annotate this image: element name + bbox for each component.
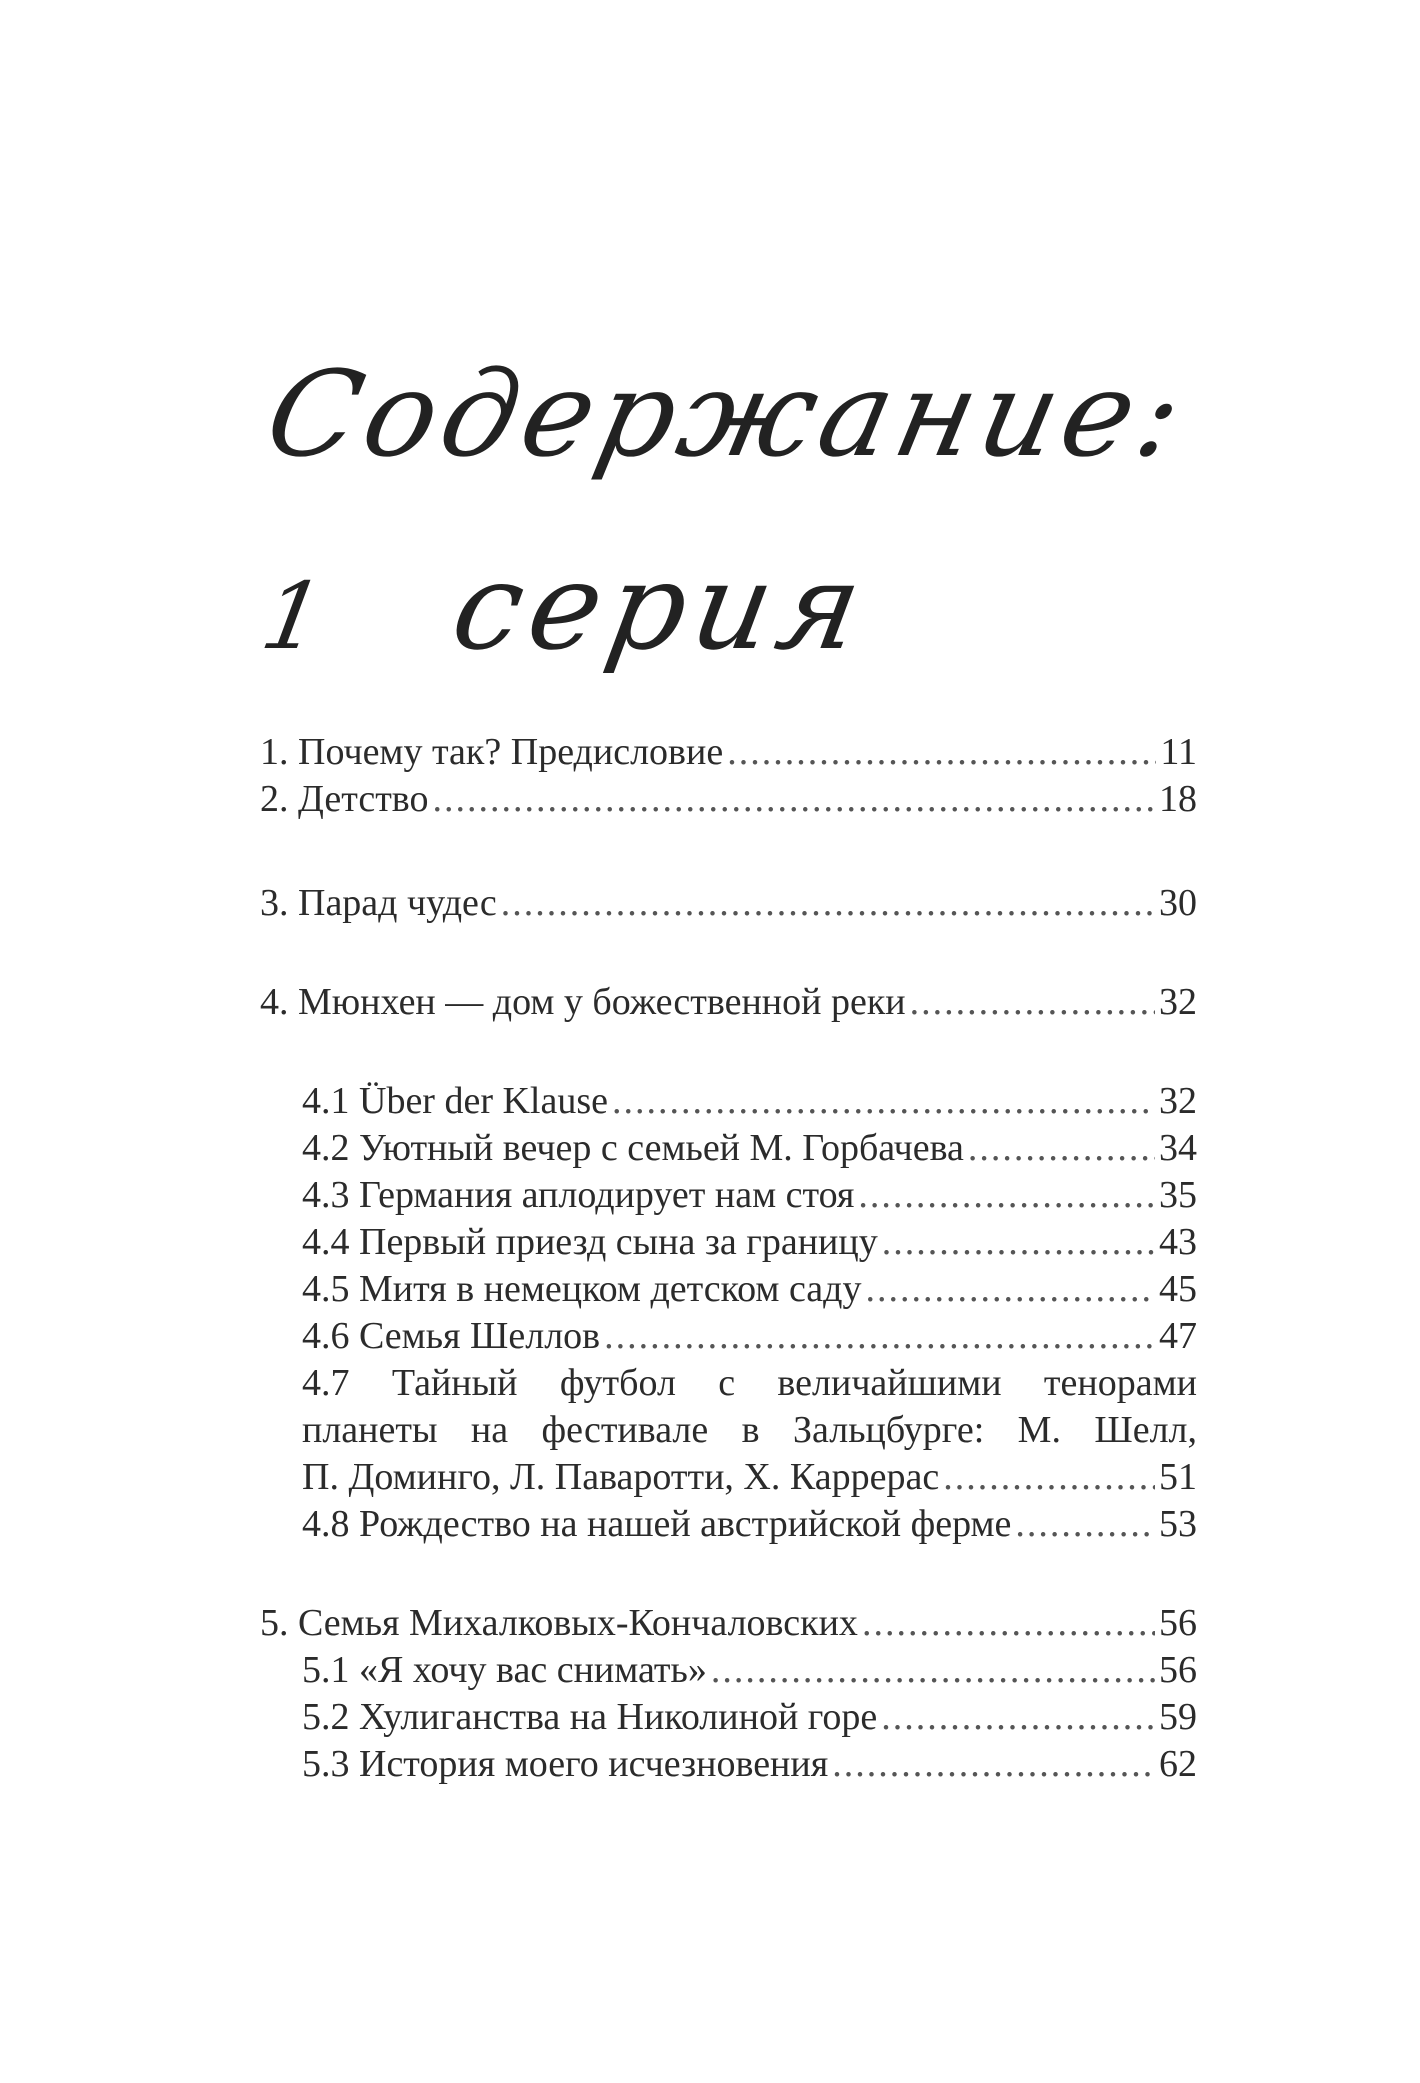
toc-entry-page: 34 <box>1159 1127 1197 1169</box>
toc-subentry[interactable] <box>302 1647 1197 1693</box>
toc-entry-label: 4.1 Über der Klause <box>302 1080 609 1122</box>
toc-subentry[interactable] <box>302 1454 1197 1500</box>
toc-entry-label: 4.6 Семья Шеллов <box>302 1315 601 1357</box>
leader-dots <box>711 1647 1155 1693</box>
toc-entry-page: 32 <box>1159 1080 1197 1122</box>
toc-entry-label: 3. Парад чудес <box>260 882 497 924</box>
leader-dots <box>612 1078 1155 1124</box>
leader-dots <box>882 1219 1155 1265</box>
toc-entry-label: 4.3 Германия аплодирует нам стоя <box>302 1174 855 1216</box>
leader-dots <box>604 1313 1155 1359</box>
leader-dots <box>910 979 1155 1025</box>
toc-entry-page: 11 <box>1160 731 1197 773</box>
toc-entry-page: 62 <box>1159 1743 1197 1785</box>
toc-subentry-line: 4.7 Тайный футбол с величайшими тенорами <box>302 1362 1197 1404</box>
toc-entry-page: 30 <box>1159 882 1197 924</box>
toc-subentry[interactable] <box>302 1501 1197 1547</box>
toc-entry-page: 56 <box>1159 1649 1197 1691</box>
toc-entry[interactable] <box>260 1600 1197 1646</box>
leader-dots <box>858 1172 1155 1218</box>
leader-dots <box>832 1741 1155 1787</box>
toc-subentry[interactable] <box>302 1219 1197 1265</box>
toc-subentry[interactable] <box>302 1172 1197 1218</box>
toc-subentry[interactable] <box>302 1694 1197 1740</box>
toc-subentry-line: планеты на фестивале в Зальцбурге: М. Шелл, <box>302 1409 1197 1451</box>
toc-entry-page: 35 <box>1159 1174 1197 1216</box>
series-word: серия <box>442 538 880 677</box>
leader-dots <box>881 1694 1155 1740</box>
toc-entry[interactable] <box>260 729 1197 775</box>
toc-entry-label: 2. Детство <box>260 778 429 820</box>
toc-entry-page: 59 <box>1159 1696 1197 1738</box>
leader-dots <box>727 729 1156 775</box>
toc-entry-label: 1. Почему так? Предисловие <box>260 731 724 773</box>
series-number: 1 <box>254 563 332 670</box>
toc-entry-label: 4. Мюнхен — дом у божественной реки <box>260 981 906 1023</box>
toc-entry-label: 4.2 Уютный вечер с семьей М. Горбачева <box>302 1127 964 1169</box>
toc-subentry[interactable] <box>302 1741 1197 1787</box>
leader-dots <box>501 880 1155 926</box>
toc-entry-page: 47 <box>1159 1315 1197 1357</box>
toc-entry-page: 56 <box>1159 1602 1197 1644</box>
toc-entry-label: 4.8 Рождество на нашей австрийской ферме <box>302 1503 1012 1545</box>
toc-entry-label: 5.2 Хулиганства на Николиной горе <box>302 1696 878 1738</box>
leader-dots <box>968 1125 1155 1171</box>
toc-entry-page: 32 <box>1159 981 1197 1023</box>
leader-dots <box>862 1600 1155 1646</box>
toc-entry-page: 43 <box>1159 1221 1197 1263</box>
toc-entry-page: 18 <box>1159 778 1197 820</box>
series-heading <box>254 538 880 677</box>
toc-entry-page: 51 <box>1159 1456 1197 1498</box>
toc-subentry[interactable] <box>302 1125 1197 1171</box>
toc-entry-label: 4.4 Первый приезд сына за границу <box>302 1221 878 1263</box>
toc-subentry[interactable] <box>302 1313 1197 1359</box>
toc-subentry[interactable] <box>302 1078 1197 1124</box>
toc-subentry[interactable] <box>302 1266 1197 1312</box>
toc-entry[interactable] <box>260 979 1197 1025</box>
toc-entry-label: 5.1 «Я хочу вас снимать» <box>302 1649 707 1691</box>
leader-dots <box>432 776 1155 822</box>
toc-entry-page: 53 <box>1159 1503 1197 1545</box>
leader-dots <box>865 1266 1155 1312</box>
leader-dots <box>943 1454 1155 1500</box>
toc-entry[interactable] <box>260 776 1197 822</box>
leader-dots <box>1015 1501 1155 1547</box>
contents-heading: Содержание: <box>255 345 1200 483</box>
toc-entry-page: 45 <box>1159 1268 1197 1310</box>
toc-entry-label: П. Доминго, Л. Паваротти, Х. Каррерас <box>302 1456 940 1498</box>
toc-entry-label: 5.3 История моего исчезновения <box>302 1743 829 1785</box>
toc-entry[interactable] <box>260 880 1197 926</box>
toc-entry-label: 4.5 Митя в немецком детском саду <box>302 1268 862 1310</box>
toc-entry-label: 5. Семья Михалковых-Кончаловских <box>260 1602 858 1644</box>
